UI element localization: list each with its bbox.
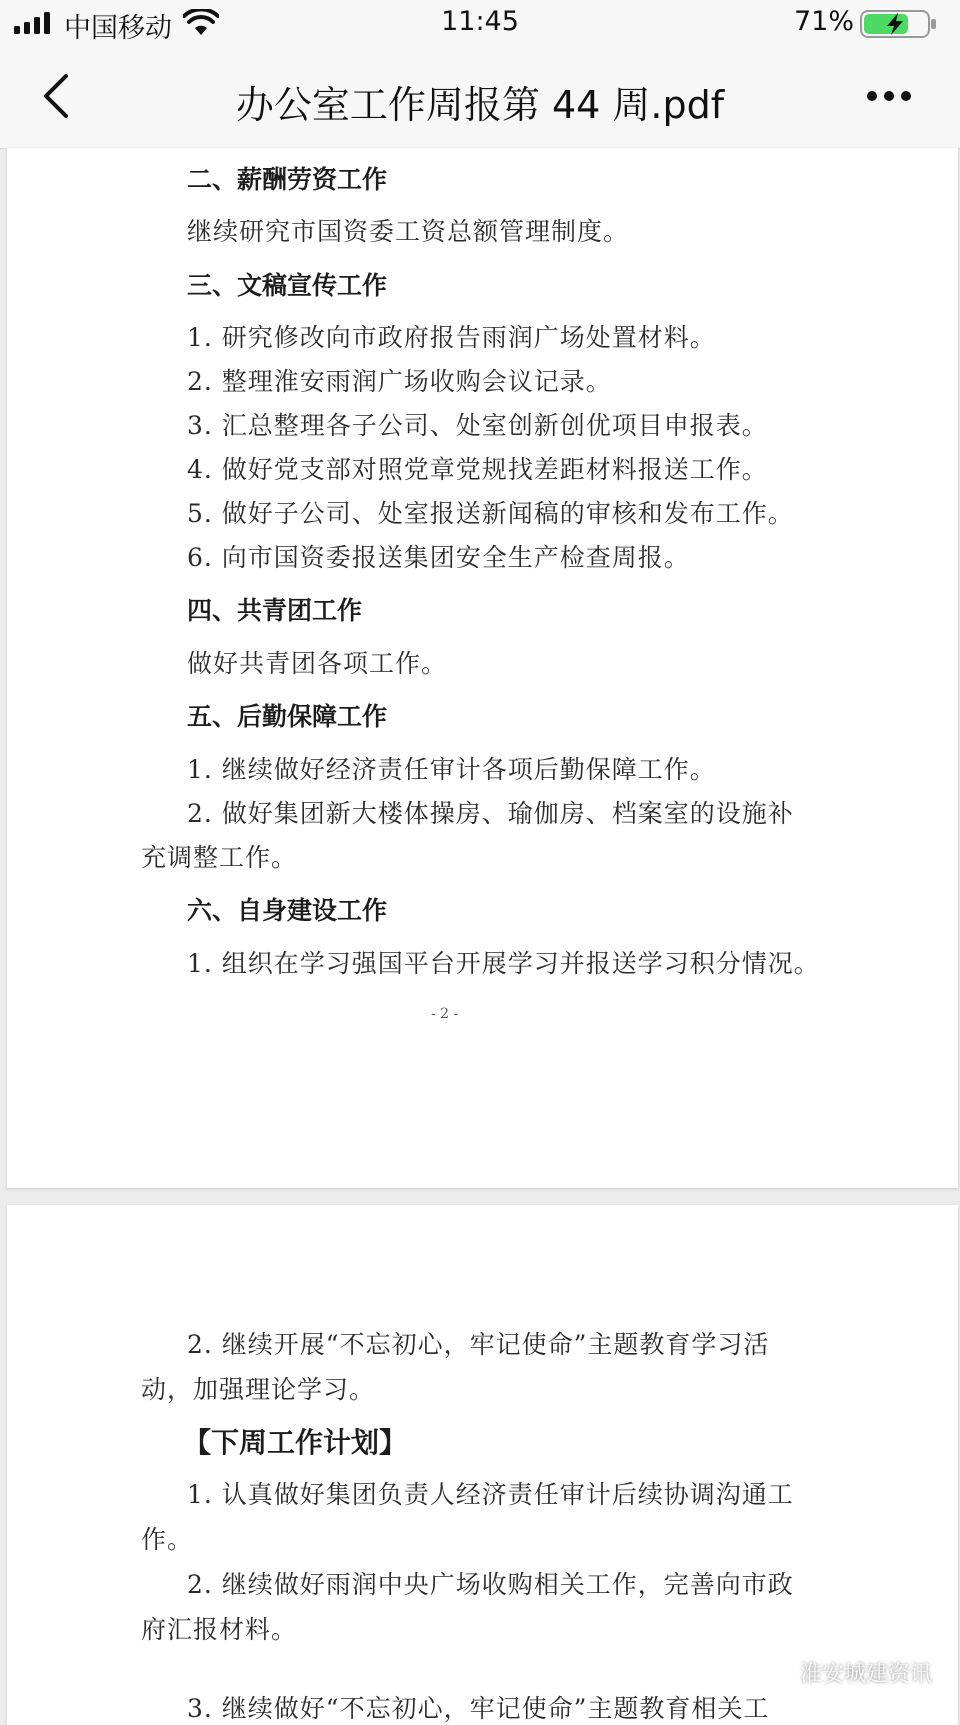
plan-heading: 【下周工作计划】 [183,1426,408,1459]
paragraph-line: 作。 [141,1525,194,1554]
paragraph-line: 做好共青团各项工作。 [187,649,448,678]
watermark [758,1654,932,1690]
carrier-label: 中国移动 [64,13,172,44]
paragraph-line: 2. 继续做好雨润中央广场收购相关工作，完善向市政 [187,1570,794,1599]
battery-charging-icon [860,10,938,38]
section-heading: 三、文稿宣传工作 [187,271,388,300]
paragraph-line: 3. 继续做好“不忘初心，牢记使命”主题教育相关工 [187,1694,770,1723]
navigation-bar [0,46,960,149]
paragraph-line: 2. 继续开展“不忘初心，牢记使命”主题教育学习活 [187,1330,770,1359]
section-heading: 四、共青团工作 [187,596,363,625]
section-heading: 二、薪酬劳资工作 [187,165,388,194]
pdf-page-2 [7,148,958,1188]
wechat-icon [758,1658,792,1686]
paragraph-line: 2. 整理淮安雨润广场收购会议记录。 [187,367,612,396]
section-heading: 五、后勤保障工作 [187,702,388,731]
document-title: 办公室工作周报第 44 周.pdf [235,83,725,127]
paragraph-line: 动，加强理论学习。 [141,1375,376,1404]
page-number: - 2 - [431,1006,459,1022]
paragraph-line: 府汇报材料。 [141,1615,298,1644]
paragraph-line: 2. 做好集团新大楼体操房、瑜伽房、档案室的设施补 [187,799,794,828]
paragraph-line: 1. 认真做好集团负责人经济责任审计后续协调沟通工 [187,1480,794,1509]
paragraph-line: 1. 组织在学习强国平台开展学习并报送学习积分情况。 [187,949,820,978]
section-heading: 六、自身建设工作 [187,896,388,925]
paragraph-line: 4. 做好党支部对照党章党规找差距材料报送工作。 [187,455,768,484]
paragraph-line: 5. 做好子公司、处室报送新闻稿的审核和发布工作。 [187,499,794,528]
paragraph-line: 6. 向市国资委报送集团安全生产检查周报。 [187,543,690,572]
paragraph-line: 充调整工作。 [141,843,298,872]
paragraph-line: 1. 研究修改向市政府报告雨润广场处置材料。 [187,323,716,352]
chevron-left-icon[interactable] [36,70,84,122]
paragraph-line: 3. 汇总整理各子公司、处室创新创优项目申报表。 [187,411,768,440]
paragraph-line: 继续研究市国资委工资总额管理制度。 [187,217,630,246]
pdf-page-3 [7,1205,958,1725]
paragraph-line: 1. 继续做好经济责任审计各项后勤保障工作。 [187,755,716,784]
status-bar [0,0,960,46]
battery-percent: 71% [793,6,854,37]
watermark-text: 淮安城建资讯 [799,1661,932,1687]
clock: 11:45 [441,6,519,37]
ellipsis-icon[interactable] [866,86,912,106]
